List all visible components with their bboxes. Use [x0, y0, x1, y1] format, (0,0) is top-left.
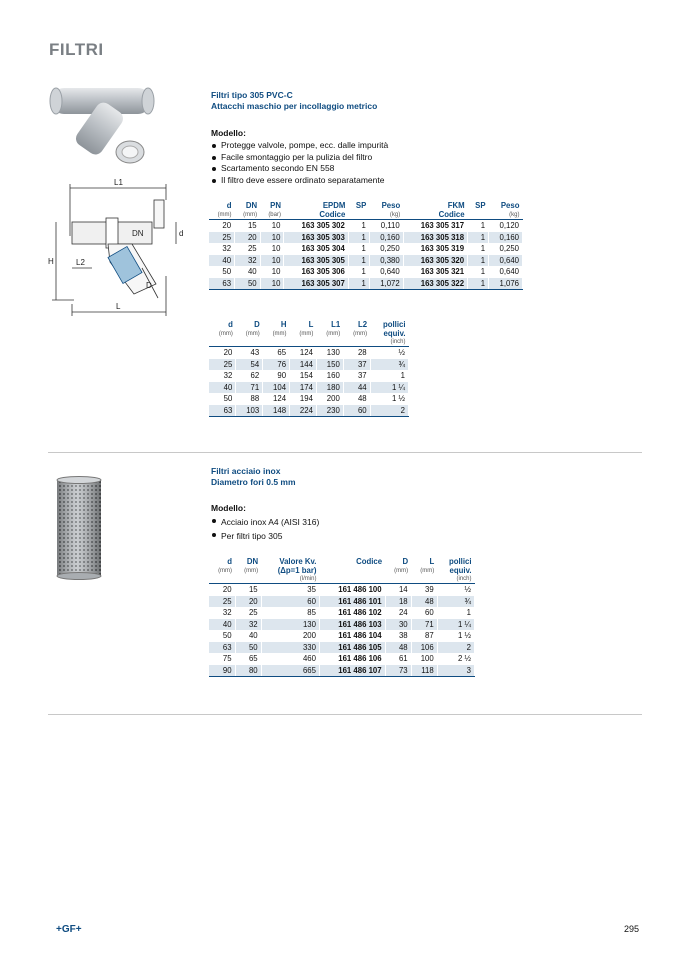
feature-item: Scartamento secondo EN 558	[211, 163, 471, 175]
table-cell: 163 305 317	[403, 220, 467, 232]
col-pn: PN	[270, 201, 281, 210]
section2-title-line2: Diametro fori 0.5 mm	[211, 477, 296, 487]
col-pollici: pollici	[382, 320, 406, 329]
table-cell: ¾	[370, 359, 408, 371]
table-cell: 104	[263, 382, 290, 394]
table-cell: ½	[437, 584, 474, 596]
table-cell: 163 305 322	[403, 278, 467, 290]
table-cell: 63	[209, 278, 235, 290]
col-codice: Codice	[356, 557, 383, 566]
table-cell: 14	[385, 584, 411, 596]
col-L: L	[308, 320, 314, 329]
table-cell: 150	[316, 359, 343, 371]
table-cell: 10	[260, 255, 284, 267]
col-equiv: equiv.	[449, 566, 472, 575]
table-cell: 20	[209, 220, 235, 232]
table-cell: 73	[385, 665, 411, 677]
col-sp: SP	[355, 201, 367, 210]
table-cell: 32	[209, 607, 235, 619]
table-cell: 1 ½	[370, 393, 408, 405]
table-cell: 1	[468, 278, 489, 290]
table-cell: 163 305 305	[284, 255, 348, 267]
label-l2: L2	[76, 258, 85, 267]
table-cell: 161 486 102	[319, 607, 385, 619]
dimensions-table-body	[209, 347, 409, 417]
feature-item: Facile smontaggio per la pulizia del filtro	[211, 152, 471, 164]
feature-item: Per filtri tipo 305	[211, 529, 471, 543]
table-cell: 1	[348, 220, 369, 232]
col-peso2: Peso	[500, 201, 520, 210]
table-cell: 1	[468, 243, 489, 255]
table-row	[209, 382, 409, 394]
table-cell: 90	[209, 665, 235, 677]
unit: (kg)	[369, 211, 403, 220]
table-row	[209, 642, 475, 654]
table-cell: 665	[261, 665, 319, 677]
table-cell: 50	[235, 278, 261, 290]
unit: (l/min)	[261, 575, 319, 584]
table-cell: 163 305 319	[403, 243, 467, 255]
unit: (mm)	[394, 568, 409, 574]
codes-table	[209, 201, 523, 290]
table-cell: 30	[385, 619, 411, 631]
unit	[319, 567, 385, 575]
table-cell: 43	[236, 347, 263, 359]
table-cell: 40	[209, 619, 235, 631]
table-cell: 48	[385, 642, 411, 654]
table-cell: 62	[236, 370, 263, 382]
label-h: H	[48, 257, 54, 266]
mesh-table	[209, 557, 475, 677]
col-equiv: equiv.	[383, 329, 406, 338]
table-cell: 32	[209, 370, 236, 382]
mesh-filter-photo	[54, 476, 104, 581]
table-dimensions	[209, 320, 409, 417]
table-cell: 0,250	[369, 243, 403, 255]
table-cell: 61	[385, 653, 411, 665]
feature-item: Il filtro deve essere ordinato separatamente	[211, 175, 471, 187]
col-d: d	[228, 320, 233, 329]
unit: (mm)	[218, 331, 233, 337]
table-cell: 25	[209, 596, 235, 608]
unit	[209, 575, 235, 584]
table-row	[209, 665, 475, 677]
col-pollici: pollici	[448, 557, 472, 566]
table-cell: 50	[209, 393, 236, 405]
table-cell: 163 305 307	[284, 278, 348, 290]
label-l: L	[116, 302, 121, 311]
y-strainer-photo	[48, 80, 158, 170]
table-cell: 63	[209, 405, 236, 417]
table-cell: 40	[235, 630, 261, 642]
feature-item: Protegge valvole, pompe, ecc. dalle impurità	[211, 140, 471, 152]
section2-title-line1: Filtri acciaio inox	[211, 466, 281, 476]
unit	[319, 575, 385, 584]
table-cell: 15	[235, 220, 261, 232]
table-row	[209, 359, 409, 371]
table-cell: 39	[411, 584, 437, 596]
divider	[48, 714, 642, 715]
unit: (inch)	[370, 338, 408, 347]
divider	[48, 452, 642, 453]
col-d: d	[227, 557, 233, 566]
unit: (mm)	[244, 568, 259, 574]
table-cell: 161 486 105	[319, 642, 385, 654]
table-cell: 163 305 303	[284, 232, 348, 244]
table-cell: 10	[260, 232, 284, 244]
table-cell: 40	[235, 266, 261, 278]
unit: (mm)	[353, 331, 368, 337]
col-dn: DN	[245, 201, 258, 210]
table-cell: 1,076	[489, 278, 523, 290]
table-cell: 0,110	[369, 220, 403, 232]
table-cell: 87	[411, 630, 437, 642]
table-row	[209, 232, 523, 244]
table-row	[209, 619, 475, 631]
table-cell: 0,160	[369, 232, 403, 244]
table-cell: 330	[261, 642, 319, 654]
section1-modello	[211, 128, 471, 186]
col-L2: L2	[358, 320, 368, 329]
table-cell: 20	[235, 232, 261, 244]
table-cell: 194	[290, 393, 317, 405]
table-cell: 32	[209, 243, 235, 255]
table-cell: 40	[209, 255, 235, 267]
table-cell: 88	[236, 393, 263, 405]
table-cell: 1	[348, 255, 369, 267]
table-cell: 230	[316, 405, 343, 417]
col-L1: L1	[331, 320, 341, 329]
table-cell: 118	[411, 665, 437, 677]
table-cell: 1	[468, 255, 489, 267]
section1-title-line2: Attacchi maschio per incollaggio metrico	[211, 101, 378, 111]
col-d: d	[226, 201, 232, 210]
unit	[468, 211, 489, 220]
unit: (mm)	[299, 331, 314, 337]
table-cell: ¾	[437, 596, 474, 608]
label-l1: L1	[114, 178, 123, 187]
table-cell: 124	[290, 347, 317, 359]
table-cell: 0,640	[369, 266, 403, 278]
table-cell: 161 486 104	[319, 630, 385, 642]
table-cell: 163 305 306	[284, 266, 348, 278]
table-cell: 163 305 321	[403, 266, 467, 278]
table-cell: 10	[260, 266, 284, 278]
table-cell: 48	[411, 596, 437, 608]
table-cell: 25	[209, 359, 236, 371]
table-cell: 2	[437, 642, 474, 654]
table-cell: 65	[235, 653, 261, 665]
unit: (mm)	[420, 568, 435, 574]
table-cell: 124	[263, 393, 290, 405]
table-cell: 75	[209, 653, 235, 665]
table-cell: 80	[235, 665, 261, 677]
table-cell: 148	[263, 405, 290, 417]
unit: (kg)	[489, 211, 523, 220]
table-cell: 1	[348, 278, 369, 290]
col-fkm: FKM	[447, 201, 465, 210]
table-cell: 174	[290, 382, 317, 394]
feature-list	[211, 515, 471, 543]
table-cell: 20	[209, 584, 235, 596]
table-cell: 60	[411, 607, 437, 619]
table-cell: 1 ¼	[370, 382, 408, 394]
table-cell: 54	[236, 359, 263, 371]
table-cell: 1	[468, 232, 489, 244]
col-kv: Valore Kv.	[279, 557, 317, 566]
col-D: D	[254, 320, 260, 329]
table-row	[209, 220, 523, 232]
table-row	[209, 255, 523, 267]
table-cell: 18	[385, 596, 411, 608]
table-cell: 1	[468, 220, 489, 232]
table-cell: 71	[236, 382, 263, 394]
table-cell: 144	[290, 359, 317, 371]
unit: (mm)	[209, 211, 235, 220]
table-row	[209, 653, 475, 665]
page-number: 295	[624, 924, 640, 934]
table-cell: 2 ½	[437, 653, 474, 665]
table-cell: 100	[411, 653, 437, 665]
unit: (mm)	[235, 211, 261, 220]
col-H: H	[280, 320, 287, 329]
table-row	[209, 243, 523, 255]
table-cell: 1,072	[369, 278, 403, 290]
codes-table-body	[209, 220, 523, 290]
table-mesh	[209, 557, 475, 677]
table-row	[209, 405, 409, 417]
col-epdm: EPDM	[322, 201, 346, 210]
table-cell: 130	[261, 619, 319, 631]
unit	[385, 575, 411, 584]
table-cell: 63	[209, 642, 235, 654]
table-cell: ½	[370, 347, 408, 359]
table-cell: 44	[343, 382, 370, 394]
gf-logo: +GF+	[56, 924, 82, 935]
table-cell: 65	[263, 347, 290, 359]
section1-title-line1: Filtri tipo 305 PVC-C	[211, 90, 293, 100]
unit: (mm)	[218, 568, 233, 574]
table-cell: 0,640	[489, 266, 523, 278]
unit: (mm)	[245, 331, 260, 337]
table-cell: 161 486 100	[319, 584, 385, 596]
table-cell: 1 ½	[437, 630, 474, 642]
table-codes	[209, 201, 523, 290]
feature-item: Acciaio inox A4 (AISI 316)	[211, 515, 471, 529]
unit	[235, 575, 261, 584]
table-cell: 224	[290, 405, 317, 417]
unit: (bar)	[260, 211, 284, 220]
table-cell: 1	[437, 607, 474, 619]
section2-title	[211, 466, 296, 488]
table-cell: 37	[343, 359, 370, 371]
table-cell: 161 486 103	[319, 619, 385, 631]
table-cell: 163 305 304	[284, 243, 348, 255]
unit: (mm)	[326, 331, 341, 337]
table-cell: 163 305 320	[403, 255, 467, 267]
unit: (inch)	[437, 575, 474, 584]
table-row	[209, 278, 523, 290]
table-cell: 1 ¼	[437, 619, 474, 631]
table-cell: 48	[343, 393, 370, 405]
table-cell: 0,250	[489, 243, 523, 255]
table-cell: 200	[261, 630, 319, 642]
table-row	[209, 584, 475, 596]
table-cell: 20	[209, 347, 236, 359]
table-cell: 161 486 107	[319, 665, 385, 677]
table-cell: 60	[343, 405, 370, 417]
table-cell: 161 486 106	[319, 653, 385, 665]
modello-heading: Modello:	[211, 503, 246, 513]
table-cell: 40	[209, 382, 236, 394]
table-cell: 25	[235, 243, 261, 255]
table-cell: 1	[468, 266, 489, 278]
unit	[411, 575, 437, 584]
section2-modello	[211, 503, 471, 543]
table-cell: 160	[316, 370, 343, 382]
table-cell: 37	[343, 370, 370, 382]
table-cell: 35	[261, 584, 319, 596]
table-cell: 50	[235, 642, 261, 654]
label-d-small: d	[179, 229, 184, 238]
section1-title	[211, 90, 377, 112]
feature-list	[211, 140, 471, 186]
dimensions-table	[209, 320, 409, 417]
table-row	[209, 370, 409, 382]
table-cell: 3	[437, 665, 474, 677]
table-cell: 25	[209, 232, 235, 244]
table-cell: 0,380	[369, 255, 403, 267]
table-cell: 161 486 101	[319, 596, 385, 608]
table-cell: 85	[261, 607, 319, 619]
table-cell: 32	[235, 255, 261, 267]
unit-spacer	[209, 338, 370, 347]
table-row	[209, 607, 475, 619]
page-title: FILTRI	[49, 40, 104, 59]
unit	[348, 211, 369, 220]
table-cell: 50	[209, 630, 235, 642]
table-cell: 24	[385, 607, 411, 619]
col-delta-p: (Δp=1 bar)	[277, 566, 317, 575]
table-cell: 0,120	[489, 220, 523, 232]
table-cell: 103	[236, 405, 263, 417]
col-L: L	[429, 557, 435, 566]
table-cell: 154	[290, 370, 317, 382]
col-D: D	[402, 557, 409, 566]
table-cell: 10	[260, 243, 284, 255]
mesh-table-body	[209, 584, 475, 677]
modello-heading: Modello:	[211, 128, 246, 138]
table-cell: 200	[316, 393, 343, 405]
label-d-large: D	[146, 281, 152, 290]
table-row	[209, 347, 409, 359]
table-cell: 10	[260, 220, 284, 232]
table-cell: 71	[411, 619, 437, 631]
table-cell: 50	[209, 266, 235, 278]
unit: (mm)	[272, 331, 287, 337]
col-fkm-codice: Codice	[403, 211, 467, 220]
table-row	[209, 596, 475, 608]
table-row	[209, 266, 523, 278]
table-cell: 20	[235, 596, 261, 608]
table-cell: 163 305 302	[284, 220, 348, 232]
table-cell: 1	[370, 370, 408, 382]
table-cell: 90	[263, 370, 290, 382]
col-dn: DN	[246, 557, 259, 566]
table-cell: 106	[411, 642, 437, 654]
col-epdm-codice: Codice	[284, 211, 348, 220]
table-cell: 15	[235, 584, 261, 596]
table-cell: 28	[343, 347, 370, 359]
technical-drawing	[48, 176, 188, 320]
table-cell: 25	[235, 607, 261, 619]
table-cell: 38	[385, 630, 411, 642]
label-dn: DN	[132, 229, 144, 238]
table-cell: 1	[348, 232, 369, 244]
col-sp2: SP	[475, 201, 486, 210]
table-cell: 76	[263, 359, 290, 371]
table-cell: 460	[261, 653, 319, 665]
table-cell: 32	[235, 619, 261, 631]
table-cell: 0,640	[489, 255, 523, 267]
table-cell: 10	[260, 278, 284, 290]
table-cell: 180	[316, 382, 343, 394]
table-row	[209, 630, 475, 642]
col-peso: Peso	[381, 201, 401, 210]
table-cell: 1	[348, 266, 369, 278]
table-cell: 60	[261, 596, 319, 608]
table-cell: 2	[370, 405, 408, 417]
table-cell: 1	[348, 243, 369, 255]
table-cell: 130	[316, 347, 343, 359]
table-cell: 163 305 318	[403, 232, 467, 244]
table-cell: 0,160	[489, 232, 523, 244]
table-row	[209, 393, 409, 405]
